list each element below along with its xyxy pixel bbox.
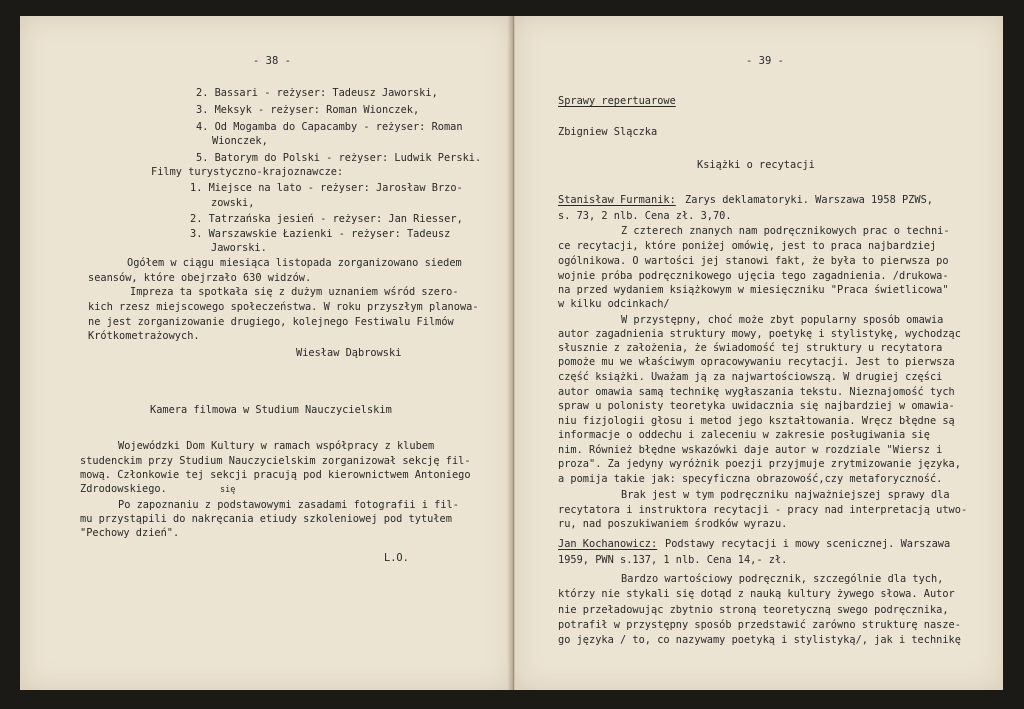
text-line: 3. Meksyk - reżyser: Roman Wionczek,: [196, 104, 420, 116]
text-line: go języka / to, co nazywamy poetyką i stylistyką/, jak i technikę: [558, 634, 961, 646]
text-line: Podstawy recytacji i mowy scenicznej. Warszawa: [665, 538, 951, 550]
text-line: potrafił w przystępny sposób przedstawić zarówno strukturę nasze-: [558, 619, 961, 631]
text-line: s. 73, 2 nlb. Cena zł. 3,70.: [558, 210, 732, 222]
page-number-left: - 38 -: [253, 55, 291, 67]
text-line: 4. Od Mogamba do Capacamby - reżyser: Roman: [196, 121, 463, 133]
text-line: Wionczek,: [212, 135, 268, 147]
text-line: pomoże mu we właściwym opracowywaniu recytacji. Jest to pierwsza: [558, 356, 955, 368]
text-line: nim. Również błędne wskazówki daje autor w rozdziale "Wiersz i: [558, 444, 943, 456]
text-line: Impreza ta spotkała się z dużym uznaniem wśród szero-: [130, 286, 459, 298]
text-line: słusznie z założenia, że świadomość tej struktury u recytatora: [558, 342, 943, 354]
article-title: Książki o recytacji: [697, 159, 815, 171]
text-line: studenckim przy Studium Nauczycielskim zorganizował sekcję fil-: [80, 455, 471, 467]
text-line: 3. Warszawskie Łazienki - reżyser: Tadeusz: [190, 228, 451, 240]
text-line: Bardzo wartościowy podręcznik, szczególnie dla tych,: [621, 573, 944, 585]
text-line: Ogółem w ciągu miesiąca listopada zorganizowano siedem: [127, 257, 462, 269]
page-number-right: - 39 -: [746, 55, 784, 67]
signature-initials: L.O.: [384, 552, 409, 564]
text-line: zowski,: [211, 197, 255, 209]
text-line: mową. Członkowie tej sekcji pracują pod kierownictwem Antoniego: [80, 469, 471, 481]
text-line: 1959, PWN s.137, 1 nlb. Cena 14,- zł.: [558, 554, 788, 566]
text-line: wojnie próba podręcznikowego ujęcia tego zagadnienia. /drukowa-: [558, 270, 949, 282]
text-line: ne jest zorganizowanie drugiego, kolejnego Festiwalu Filmów: [88, 316, 454, 328]
text-line: Z czterech znanych nam podręcznikowych prac o techni-: [621, 225, 950, 237]
text-line: nie przeładowując zbytnio stroną teoretyczną swego podręcznika,: [558, 604, 949, 616]
text-line: proza". Za jedyny wyróżnik poezji przyjmuje zrytmizowanie języka,: [558, 458, 961, 470]
text-line: W przystępny, choć może zbyt popularny sposób omawia: [621, 314, 944, 326]
text-line: Filmy turystyczno-krajoznawcze:: [151, 166, 344, 178]
inserted-word: się: [220, 485, 236, 495]
text-line: recytatora i instruktora recytacji - pracy nad interpretacją utwo-: [558, 504, 968, 516]
text-line: autor omawia samą technikę wygłaszania tekstu. Nieznajomość tych: [558, 386, 955, 398]
review-author: Jan Kochanowicz:: [558, 538, 658, 550]
text-line: 5. Batorym do Polski - reżyser: Ludwik Perski.: [196, 152, 482, 164]
text-line: część książki. Uważam ją za najwartościowszą. W drugiej części: [558, 371, 943, 383]
text-line: "Pechowy dzień".: [80, 527, 180, 539]
text-line: 1. Miejsce na lato - reżyser: Jarosław Brzo-: [190, 182, 463, 194]
text-line: Jaworski.: [211, 242, 267, 254]
text-line: ru, nad poszukiwaniem środków wyrazu.: [558, 518, 788, 530]
text-line: spraw u polonisty teoretyka uwidacznia się najbardziej w omawia-: [558, 400, 955, 412]
right-page: [514, 16, 1003, 690]
text-line: kich rzesz miejscowego społeczeństwa. W roku przyszłym planowa-: [88, 301, 479, 313]
text-line: Po zapoznaniu z podstawowymi zasadami fotografii i fil-: [118, 499, 459, 511]
signature: Wiesław Dąbrowski: [296, 347, 402, 359]
text-line: którzy nie stykali się dotąd z nauką kultury żywego słowa. Autor: [558, 588, 955, 600]
section-heading: Sprawy repertuarowe: [558, 95, 676, 107]
review-author: Stanisław Furmanik:: [558, 194, 676, 206]
text-line: seansów, które obejrzało 630 widzów.: [88, 272, 312, 284]
text-line: na przed wydaniem książkowym w miesięczniku "Praca świetlicowa": [558, 284, 949, 296]
text-line: w kilku odcinkach/: [558, 298, 670, 310]
text-line: niu fizjologii głosu i metod jego kształtowania. Wręcz błędne są: [558, 415, 955, 427]
article-author: Zbigniew Slączka: [558, 126, 658, 138]
text-line: Zdrodowskiego.: [80, 483, 167, 495]
text-line: 2. Tatrzańska jesień - reżyser: Jan Riesser,: [190, 213, 463, 225]
text-line: ce recytacji, które poniżej omówię, jest to praca najbardziej: [558, 240, 937, 252]
text-line: a pomija takie jak: specyficzna obrazowość,czy metaforyczność.: [558, 473, 943, 485]
left-page: [20, 16, 514, 690]
text-line: Zarys deklamatoryki. Warszawa 1958 PZWS,: [685, 194, 933, 206]
text-line: 2. Bassari - reżyser: Tadeusz Jaworski,: [196, 87, 438, 99]
text-line: Wojewódzki Dom Kultury w ramach współpracy z klubem: [118, 440, 435, 452]
text-line: Krótkometrażowych.: [88, 330, 200, 342]
text-line: Brak jest w tym podręczniku najważniejszej sprawy dla: [621, 489, 950, 501]
text-line: informacje o oddechu i zaleceniu w zakresie posługiwania się: [558, 429, 930, 441]
text-line: ogólnikowa. O wartości jej stanowi fakt, że była to pierwsza po: [558, 255, 949, 267]
text-line: mu przystąpili do nakręcania etiudy szkoleniowej pod tytułem: [80, 513, 452, 525]
text-line: autor zagadnienia struktury mowy, poetykę i stylistykę, wychodząc: [558, 328, 961, 340]
section-title: Kamera filmowa w Studium Nauczycielskim: [150, 404, 392, 416]
